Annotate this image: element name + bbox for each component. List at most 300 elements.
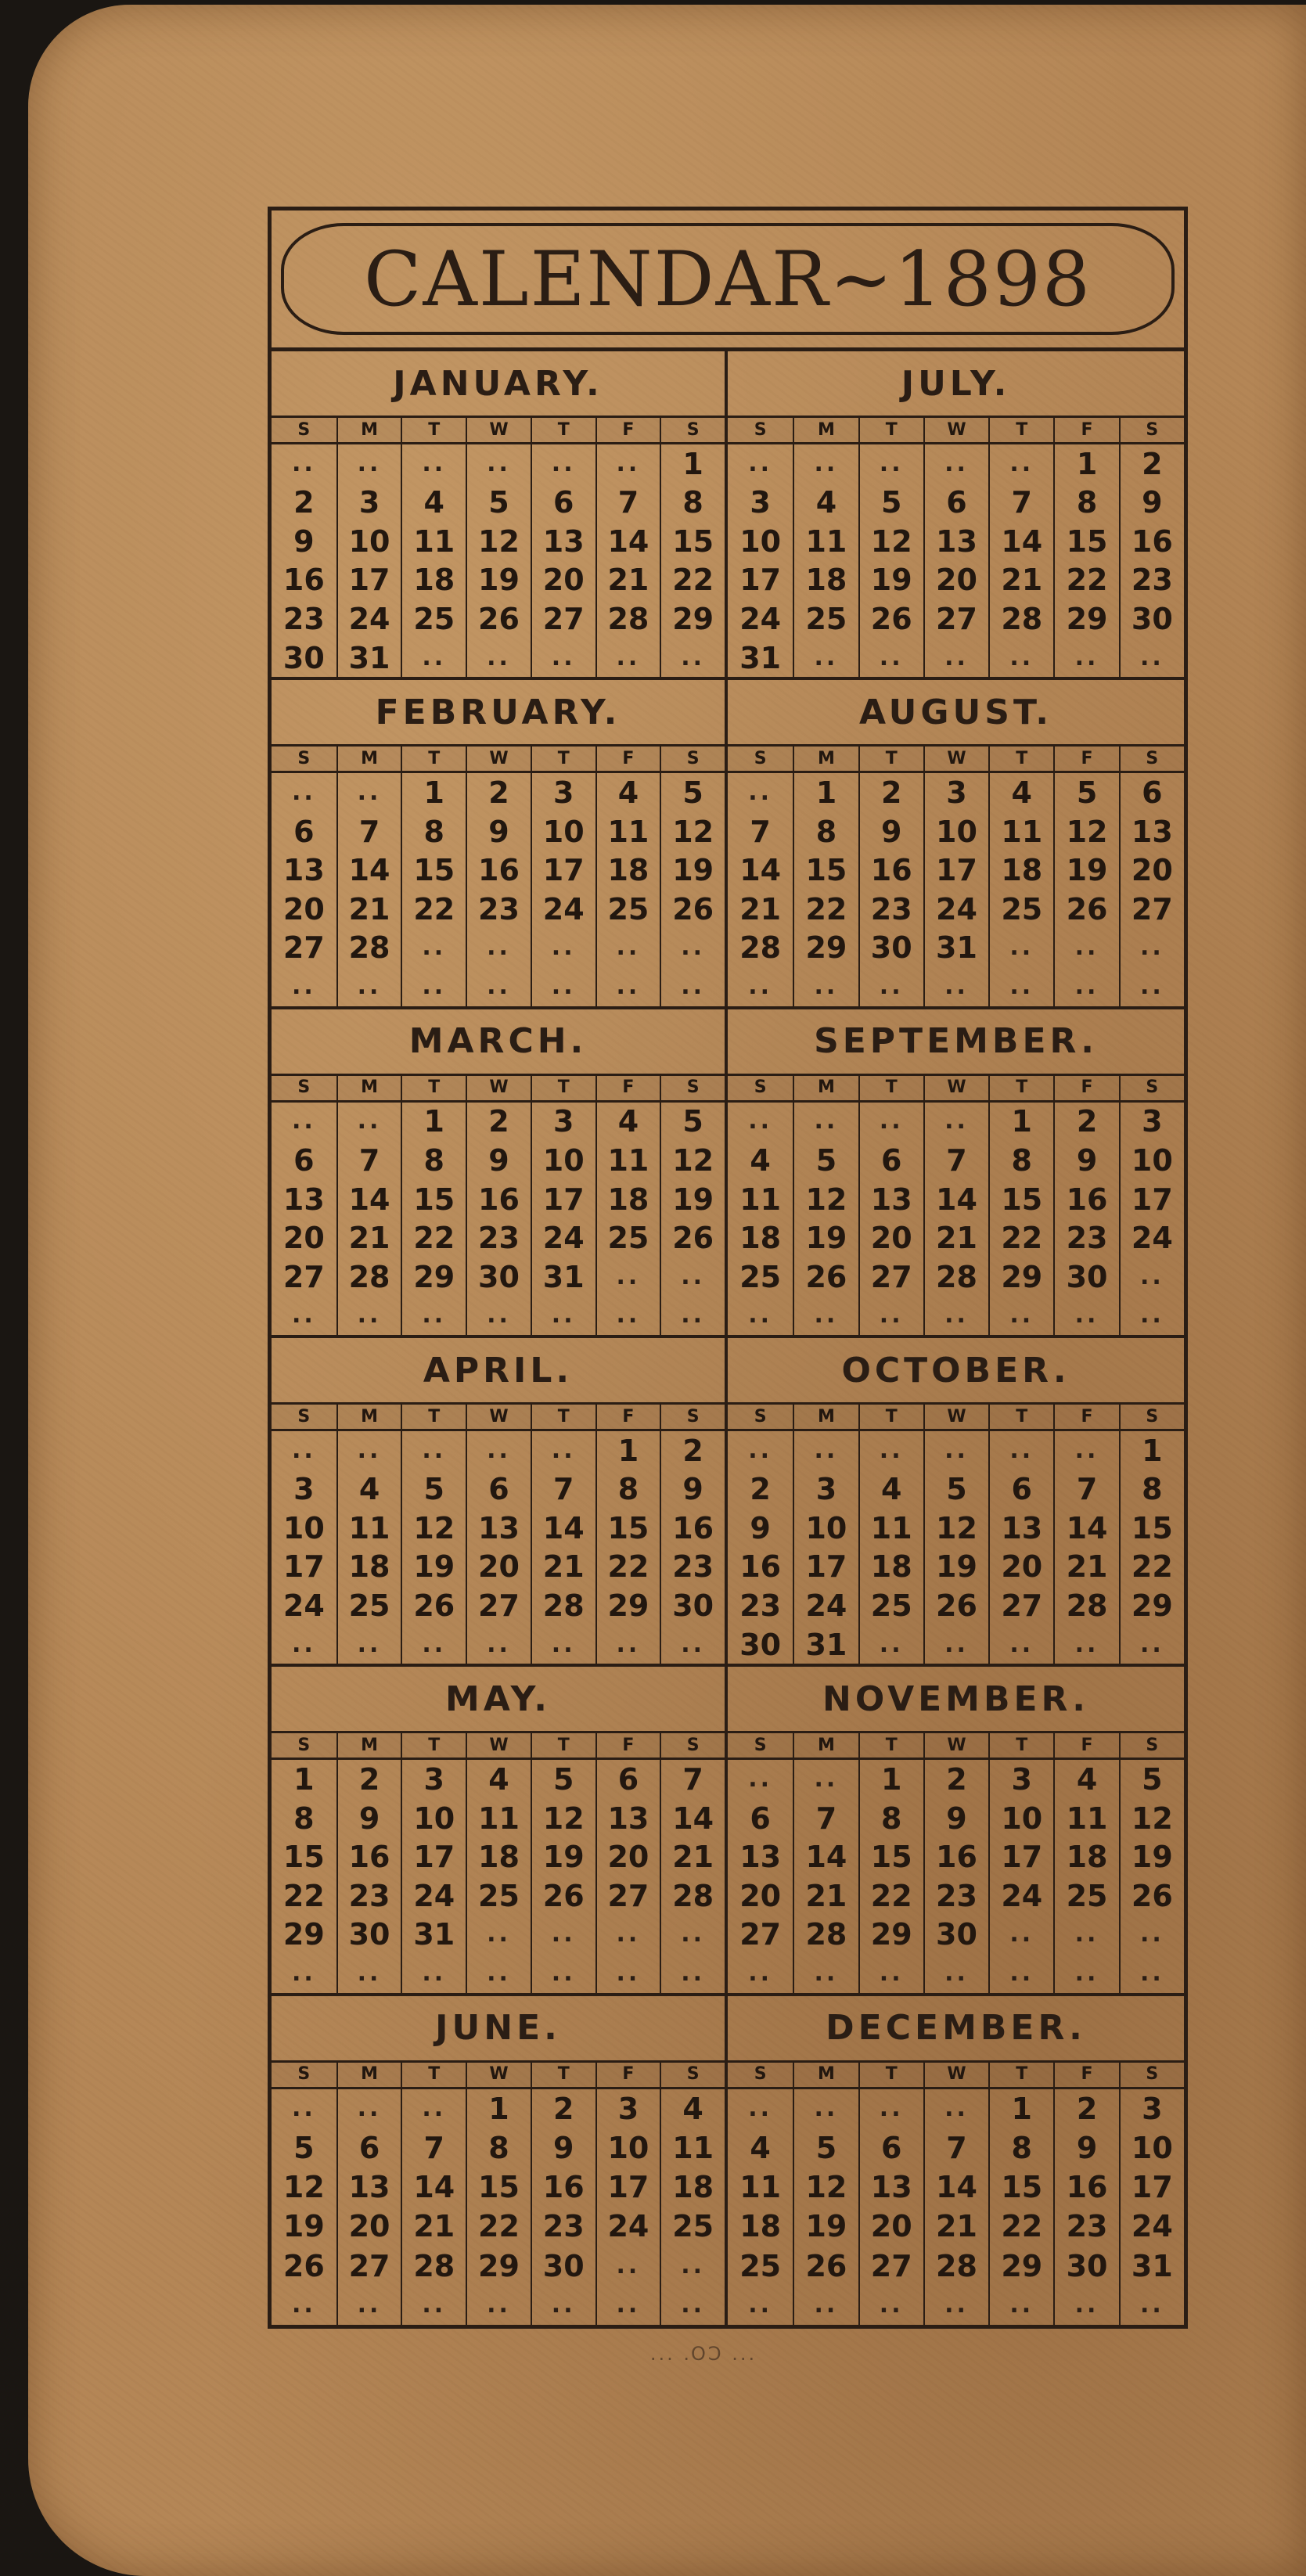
day-number: 18 [739,2209,782,2244]
day-number: 9 [466,812,531,851]
day-number: 28 [336,929,401,968]
day-number: 9 [1119,484,1184,523]
empty-day: .. [988,1431,1053,1470]
empty-day: .. [291,1107,316,1135]
empty-day: .. [1053,967,1118,1006]
day-number: 3 [531,1103,595,1142]
empty-day: .. [401,2089,466,2128]
day-number: 1 [466,2089,531,2128]
day-number: 4 [988,773,1053,812]
empty-day: .. [291,1959,316,1987]
empty-day: .. [1053,1916,1118,1955]
day-number: 18 [739,1221,782,1256]
empty-day: .. [660,929,725,968]
day-number: 4 [595,1103,660,1142]
empty-day: .. [466,1296,531,1335]
day-number: 29 [595,1586,660,1625]
empty-day: .. [595,1916,660,1955]
month-block [728,1338,1184,1667]
day-number: 11 [336,1509,401,1548]
empty-day: .. [1119,1296,1184,1335]
weekday-header: S [1119,1733,1184,1760]
day-number: 28 [531,1586,595,1625]
empty-day: .. [401,929,466,968]
weekday-header: W [466,747,531,773]
day-number: 26 [401,1586,466,1625]
day-number: 18 [660,2168,725,2207]
day-number: 17 [988,1837,1053,1876]
empty-day: .. [1053,929,1118,968]
weekday-header: W [923,1076,988,1103]
day-number: 25 [401,599,466,639]
day-number: 6 [858,1141,923,1180]
empty-day: .. [401,1296,466,1335]
day-number: 22 [988,1218,1053,1257]
day-number: 3 [293,1472,315,1507]
day-number: 23 [1053,1218,1118,1257]
day-number: 14 [401,2168,466,2207]
day-number: 2 [531,2089,595,2128]
day-number: 12 [401,1509,466,1548]
empty-day: .. [336,773,401,812]
day-number: 12 [660,1141,725,1180]
day-number: 26 [466,599,531,639]
day-number: 27 [531,599,595,639]
day-number: 11 [858,1509,923,1548]
empty-day: .. [401,1625,466,1664]
day-number: 29 [858,1916,923,1955]
day-number: 12 [282,2170,325,2205]
weekday-header: M [336,1405,401,1431]
month-name: APRIL. [272,1338,725,1405]
empty-day: .. [291,2290,316,2319]
month-block [728,680,1184,1009]
day-number: 29 [660,599,725,639]
day-number: 2 [1053,2089,1118,2128]
day-number: 21 [336,1218,401,1257]
day-number: 27 [282,1259,325,1294]
day-number: 4 [750,2130,771,2165]
day-number: 8 [660,484,725,523]
weekday-header: F [1053,1405,1118,1431]
day-number: 17 [1119,2168,1184,2207]
empty-day: .. [988,1625,1053,1664]
day-number: 27 [336,2247,401,2286]
weekday-header: M [793,1733,858,1760]
day-number: 21 [660,1837,725,1876]
empty-day: .. [531,1954,595,1993]
day-number: 17 [793,1548,858,1587]
day-grid [272,747,725,1006]
day-number: 6 [293,1142,315,1178]
day-number: 2 [660,1431,725,1470]
day-number: 13 [336,2168,401,2207]
day-number: 25 [739,1259,782,1294]
empty-day: .. [793,1760,858,1799]
empty-day: .. [748,1436,773,1464]
empty-day: .. [1053,1296,1118,1335]
day-number: 5 [660,1103,725,1142]
day-number: 9 [531,2128,595,2168]
day-number: 8 [1053,484,1118,523]
day-number: 31 [1119,2247,1184,2286]
weekday-header: F [595,418,660,444]
day-number: 16 [1053,1180,1118,1219]
day-number: 17 [401,1837,466,1876]
day-number: 20 [858,2207,923,2246]
weekday-header: S [272,1076,336,1103]
day-number: 23 [336,1876,401,1916]
day-number: 13 [282,1182,325,1217]
empty-day: .. [336,1103,401,1142]
day-number: 2 [466,773,531,812]
day-number: 30 [1053,1257,1118,1297]
empty-day: .. [1053,2286,1118,2325]
day-number: 25 [466,1876,531,1916]
weekday-header: S [660,1405,725,1431]
day-number: 22 [401,1218,466,1257]
day-number: 10 [1119,2128,1184,2168]
weekday-header: T [988,747,1053,773]
day-number: 6 [595,1760,660,1799]
weekday-header: F [595,1733,660,1760]
empty-day: .. [336,444,401,484]
day-number: 5 [466,484,531,523]
title-band [272,210,1184,351]
day-number: 14 [739,853,782,888]
weekday-header: W [466,1733,531,1760]
weekday-header: F [595,2063,660,2089]
day-number: 2 [293,485,315,520]
day-number: 8 [988,1141,1053,1180]
day-number: 13 [858,2168,923,2207]
day-number: 18 [401,561,466,600]
day-number: 9 [336,1799,401,1838]
weekday-header: T [988,2063,1053,2089]
day-number: 11 [988,812,1053,851]
empty-day: .. [858,444,923,484]
day-number: 7 [660,1760,725,1799]
day-number: 1 [595,1431,660,1470]
day-number: 24 [988,1876,1053,1916]
month-block [272,680,728,1009]
empty-day: .. [748,972,773,1000]
day-number: 20 [282,891,325,926]
weekday-header: S [660,747,725,773]
day-grid [728,418,1184,677]
day-number: 20 [739,1878,782,1913]
weekday-header: T [531,2063,595,2089]
day-number: 3 [750,485,771,520]
day-number: 28 [923,2247,988,2286]
empty-day: .. [595,444,660,484]
day-number: 15 [858,1837,923,1876]
day-number: 11 [595,812,660,851]
empty-day: .. [923,967,988,1006]
month-name: MARCH. [272,1009,725,1076]
empty-day: .. [595,967,660,1006]
weekday-header: S [1119,418,1184,444]
day-number: 11 [739,2170,782,2205]
day-number: 23 [531,2207,595,2246]
weekday-header: T [858,1405,923,1431]
day-number: 24 [531,890,595,929]
day-number: 19 [531,1837,595,1876]
day-number: 26 [858,599,923,639]
day-number: 26 [660,1218,725,1257]
empty-day: .. [595,929,660,968]
day-number: 6 [988,1470,1053,1509]
weekday-header: T [858,2063,923,2089]
weekday-header: S [660,418,725,444]
day-number: 24 [336,599,401,639]
weekday-header: F [595,747,660,773]
weekday-header: T [401,1076,466,1103]
day-number: 5 [401,1470,466,1509]
weekday-header: T [401,418,466,444]
empty-day: .. [291,1301,316,1329]
weekday-header: W [923,1405,988,1431]
day-number: 15 [988,1180,1053,1219]
day-number: 18 [988,851,1053,890]
day-number: 13 [282,853,325,888]
day-number: 19 [793,2207,858,2246]
day-number: 19 [1119,1837,1184,1876]
day-number: 1 [1119,1431,1184,1470]
weekday-header: S [728,2063,793,2089]
day-number: 19 [923,1548,988,1587]
day-number: 12 [1053,812,1118,851]
day-number: 3 [988,1760,1053,1799]
day-number: 10 [988,1799,1053,1838]
day-number: 12 [793,1180,858,1219]
day-number: 8 [401,1141,466,1180]
empty-day: .. [660,1625,725,1664]
empty-day: .. [660,2286,725,2325]
empty-day: .. [336,2286,401,2325]
empty-day: .. [291,1630,316,1658]
weekday-header: T [401,1405,466,1431]
empty-day: .. [466,967,531,1006]
day-number: 30 [282,640,325,675]
weekday-header: S [272,418,336,444]
weekday-header: S [728,1076,793,1103]
day-number: 21 [988,561,1053,600]
day-number: 14 [595,522,660,561]
day-number: 27 [595,1876,660,1916]
day-number: 23 [466,890,531,929]
weekday-header: T [401,747,466,773]
weekday-header: S [728,1733,793,1760]
day-number: 19 [793,1218,858,1257]
day-number: 2 [750,1472,771,1507]
empty-day: .. [531,2286,595,2325]
weekday-header: W [466,2063,531,2089]
day-number: 5 [1119,1760,1184,1799]
empty-day: .. [291,1436,316,1464]
empty-day: .. [793,444,858,484]
weekday-header: T [531,1405,595,1431]
calendar-title: CALENDAR~1898 [364,235,1092,323]
day-number: 12 [858,522,923,561]
day-number: 27 [1119,890,1184,929]
day-number: 15 [1119,1509,1184,1548]
empty-day: .. [923,1625,988,1664]
day-number: 6 [1119,773,1184,812]
weekday-header: T [531,418,595,444]
weekday-header: S [1119,1076,1184,1103]
day-number: 12 [1119,1799,1184,1838]
weekday-header: F [1053,1733,1118,1760]
day-number: 23 [660,1548,725,1587]
day-number: 2 [923,1760,988,1799]
weekday-header: W [466,1405,531,1431]
day-number: 17 [336,561,401,600]
day-number: 6 [858,2128,923,2168]
month-block [728,1009,1184,1338]
day-number: 9 [858,812,923,851]
day-grid [272,418,725,677]
day-number: 17 [531,851,595,890]
weekday-header: W [923,747,988,773]
day-grid [272,1733,725,1992]
empty-day: .. [336,1431,401,1470]
empty-day: .. [531,1296,595,1335]
day-number: 25 [595,890,660,929]
day-number: 20 [282,1221,325,1256]
empty-day: .. [858,639,923,678]
empty-day: .. [595,1625,660,1664]
day-number: 12 [923,1509,988,1548]
weekday-header: T [531,1076,595,1103]
empty-day: .. [336,1296,401,1335]
day-number: 22 [282,1878,325,1913]
day-number: 22 [660,561,725,600]
day-number: 10 [531,812,595,851]
day-number: 4 [401,484,466,523]
day-number: 10 [595,2128,660,2168]
month-name: OCTOBER. [728,1338,1184,1405]
empty-day: .. [660,1916,725,1955]
day-number: 19 [660,1180,725,1219]
empty-day: .. [858,1431,923,1470]
day-number: 19 [858,561,923,600]
day-number: 18 [595,1180,660,1219]
day-number: 16 [1119,522,1184,561]
day-number: 1 [858,1760,923,1799]
empty-day: .. [748,2094,773,2122]
day-number: 31 [531,1257,595,1297]
day-number: 26 [1053,890,1118,929]
empty-day: .. [793,639,858,678]
day-number: 4 [858,1470,923,1509]
empty-day: .. [466,1916,531,1955]
day-number: 23 [1053,2207,1118,2246]
day-number: 31 [923,929,988,968]
day-number: 30 [1053,2247,1118,2286]
day-number: 15 [988,2168,1053,2207]
empty-day: .. [858,1103,923,1142]
day-number: 12 [531,1799,595,1838]
empty-day: .. [923,2089,988,2128]
empty-day: .. [988,1296,1053,1335]
day-number: 4 [793,484,858,523]
day-number: 13 [595,1799,660,1838]
empty-day: .. [858,1296,923,1335]
day-number: 10 [401,1799,466,1838]
day-number: 21 [336,890,401,929]
day-number: 8 [1119,1470,1184,1509]
month-block [272,1667,728,1995]
day-number: 10 [282,1510,325,1545]
day-number: 31 [336,639,401,678]
day-number: 14 [923,2168,988,2207]
empty-day: .. [1053,1431,1118,1470]
month-block [272,1338,728,1667]
empty-day: .. [660,1296,725,1335]
month-grid [272,351,1184,2325]
day-number: 24 [739,601,782,636]
month-name: SEPTEMBER. [728,1009,1184,1076]
day-number: 24 [923,890,988,929]
day-number: 28 [595,599,660,639]
empty-day: .. [923,2286,988,2325]
empty-day: .. [858,1625,923,1664]
day-number: 21 [1053,1548,1118,1587]
day-number: 17 [1119,1180,1184,1219]
day-number: 5 [858,484,923,523]
empty-day: .. [595,2247,660,2286]
empty-day: .. [988,1954,1053,1993]
empty-day: .. [858,2286,923,2325]
month-block [728,351,1184,680]
day-number: 2 [858,773,923,812]
empty-day: .. [595,1954,660,1993]
day-number: 20 [466,1548,531,1587]
empty-day: .. [595,639,660,678]
day-number: 22 [1053,561,1118,600]
weekday-header: S [660,1076,725,1103]
day-number: 16 [466,851,531,890]
day-number: 10 [531,1141,595,1180]
empty-day: .. [1119,639,1184,678]
day-number: 4 [750,1142,771,1178]
empty-day: .. [401,1954,466,1993]
day-number: 1 [401,1103,466,1142]
day-number: 26 [793,2247,858,2286]
day-number: 9 [466,1141,531,1180]
empty-day: .. [1053,639,1118,678]
day-number: 30 [660,1586,725,1625]
day-number: 16 [923,1837,988,1876]
day-number: 6 [923,484,988,523]
day-number: 3 [1119,2089,1184,2128]
calendar-1898 [268,207,1188,2329]
day-grid [272,1405,725,1664]
day-number: 27 [858,1257,923,1297]
empty-day: .. [336,1625,401,1664]
day-number: 6 [336,2128,401,2168]
weekday-header: S [272,747,336,773]
day-number: 13 [988,1509,1053,1548]
weekday-header: T [988,1733,1053,1760]
day-number: 3 [595,2089,660,2128]
weekday-header: S [728,1405,793,1431]
day-number: 22 [858,1876,923,1916]
day-number: 16 [660,1509,725,1548]
day-number: 27 [282,930,325,966]
day-number: 11 [739,1182,782,1217]
